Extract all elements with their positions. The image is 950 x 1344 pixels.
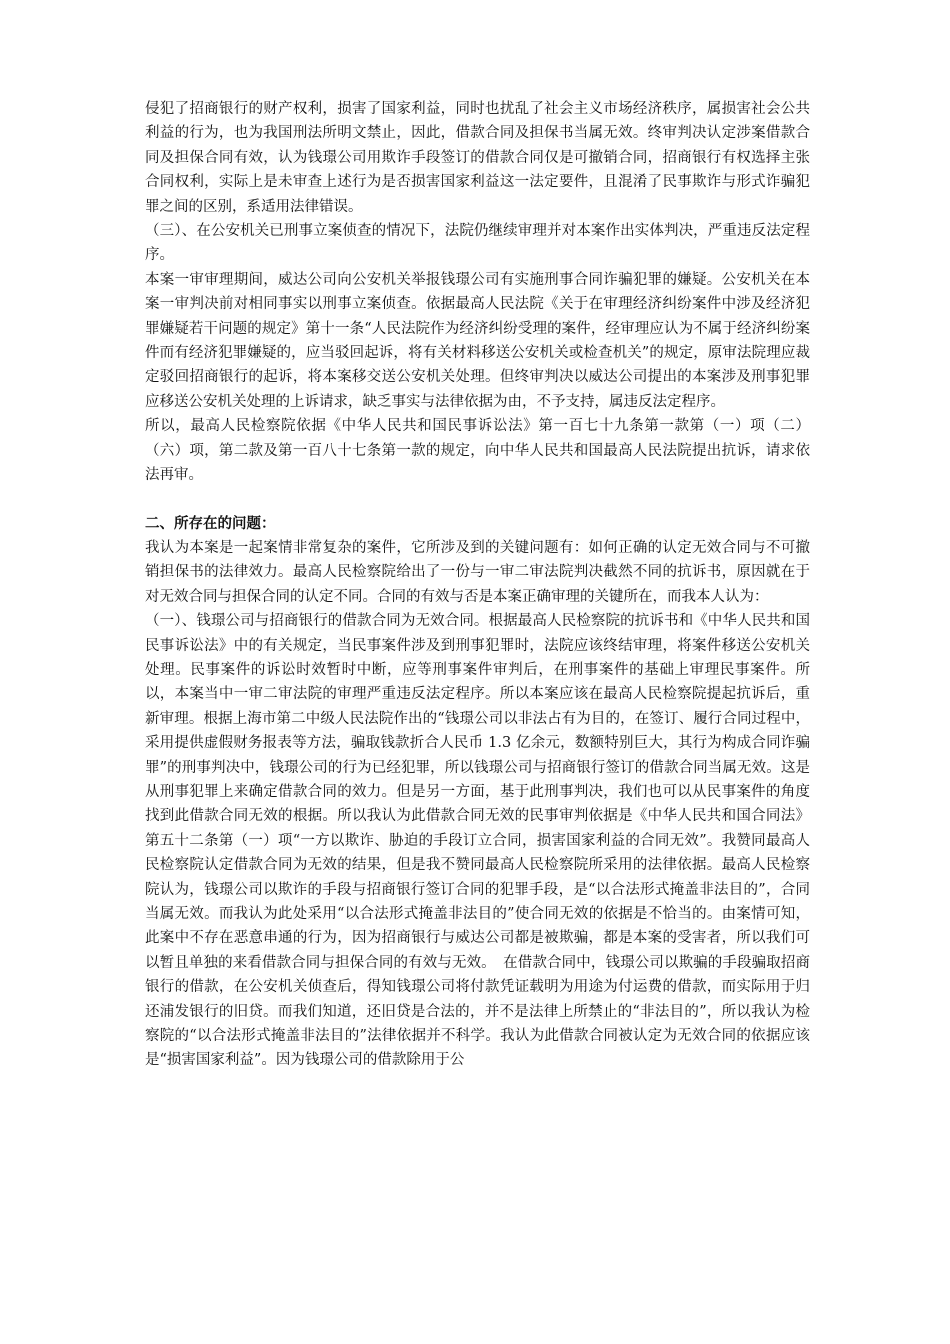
paragraph-6: （一）、钱璟公司与招商银行的借款合同为无效合同。根据最高人民检察院的抗诉书和《中华人民共和国民事诉讼法》中的有关规定，当民事案件涉及到刑事犯罪时，法院应该终结审理，将案件移送公安机关处理。民事案件的诉讼时效暂时中断，应等刑事案件审判后，在刑事案件的基础上审理民事案件。所以，本案当中一审二审法院的审理严重违反法定程序。所以本案应该在最高人民检察院提起抗诉后，重新审理。根据上海市第二中级人民法院作出的“钱璟公司以非法占有为目的，在签订、履行合同过程中，采用提供虚假财务报表等方法，骗取钱款折合人民币 1.3 亿余元，数额特别巨大，其行为构成合同诈骗罪”的刑事判决中，钱璟公司的行为已经犯罪，所以钱璟公司与招商银行签订的借款合同当属无效。这是从刑事犯罪上来确定借款合同的效力。但是另一方面，基于此刑事判决，我们也可以从民事案件的角度找到此借款合同无效的根据。所以我认为此借款合同无效的民事审判依据是《中华人民共和国合同法》第五十二条第（一）项“一方以欺诈、胁迫的手段订立合同，损害国家利益的合同无效”。我赞同最高人民检察院认定借款合同为无效的结果，但是我不赞同最高人民检察院所采用的法律依据。最高人民检察院认为，钱璟公司以欺诈的手段与招商银行签订合同的犯罪手段，是“以合法形式掩盖非法目的”，合同当属无效。而我认为此处采用“以合法形式掩盖非法目的”使合同无效的依据是不恰当的。由案情可知，此案中不存在恶意串通的行为，因为招商银行与威达公司都是被欺骗，都是本案的受害者，所以我们可以暂且单独的来看借款合同与担保合同的有效与无效。 在借款合同中，钱璟公司以欺骗的手段骗取招商银行的借款，在公安机关侦查后，得知钱璟公司将付款凭证载明为用途为付运费的借款，而实际用于归还浦发银行的旧贷。而我们知道，还旧贷是合法的，并不是法律上所禁止的“非法目的”，所以我认为检察院的“以合法形式掩盖非法目的”法律依据并不科学。我认为此借款合同被认定为无效合同的依据应该是“损害国家利益”。因为钱璟公司的借款除用于公 (145, 613, 810, 1069)
paragraph-gap (145, 488, 810, 512)
paragraph-1: 侵犯了招商银行的财产权利，损害了国家利益，同时也扰乱了社会主义市场经济秩序，属损害社会公共利益的行为，也为我国刑法所明文禁止，因此，借款合同及担保书当属无效。终审判决认定涉案借款合同及担保合同有效，认为钱璟公司用欺诈手段签订的借款合同仅是可撤销合同，招商银行有权选择主张合同权利，实际上是未审查上述行为是否损害国家利益这一法定要件，且混淆了民事欺诈与形式诈骗犯罪之间的区别，系适用法律错误。 (145, 101, 810, 215)
document-page (145, 97, 810, 1073)
paragraph-5: 我认为本案是一起案情非常复杂的案件，它所涉及到的关键问题有：如何正确的认定无效合同与不可撤销担保书的法律效力。最高人民检察院给出了一份与一审二审法院判决截然不同的抗诉书，原因就在于对无效合同与担保合同的认定不同。合同的有效与否是本案正确审理的关键所在，而我本人认为： (145, 539, 810, 605)
paragraph-2-section-three: （三）、在公安机关已刑事立案侦查的情况下，法院仍继续审理并对本案作出实体判决，严重违反法定程序。 (145, 223, 810, 264)
section-heading: 二、所存在的问题： (145, 515, 276, 532)
paragraph-4: 所以，最高人民检察院依据《中华人民共和国民事诉讼法》第一百七十九条第一款第（一）项（二）（六）项，第二款及第一百八十七条第一款的规定，向中华人民共和国最高人民法院提出抗诉，请求依法再审。 (145, 418, 810, 484)
paragraph-3: 本案一审审理期间，威达公司向公安机关举报钱璟公司有实施刑事合同诈骗犯罪的嫌疑。公安机关在本案一审判决前对相同事实以刑事立案侦查。依据最高人民法院《关于在审理经济纠纷案件中涉及经济犯罪嫌疑若干问题的规定》第十一条“人民法院作为经济纠纷受理的案件，经审理应认为不属于经济纠纷案件而有经济犯罪嫌疑的，应当驳回起诉，将有关材料移送公安机关或检查机关”的规定，原审法院理应裁定驳回招商银行的起诉，将本案移交送公安机关处理。但终审判决以威达公司提出的本案涉及刑事犯罪应移送公安机关处理的上诉请求，缺乏事实与法律依据为由，不予支持，属违反法定程序。 (145, 271, 810, 410)
